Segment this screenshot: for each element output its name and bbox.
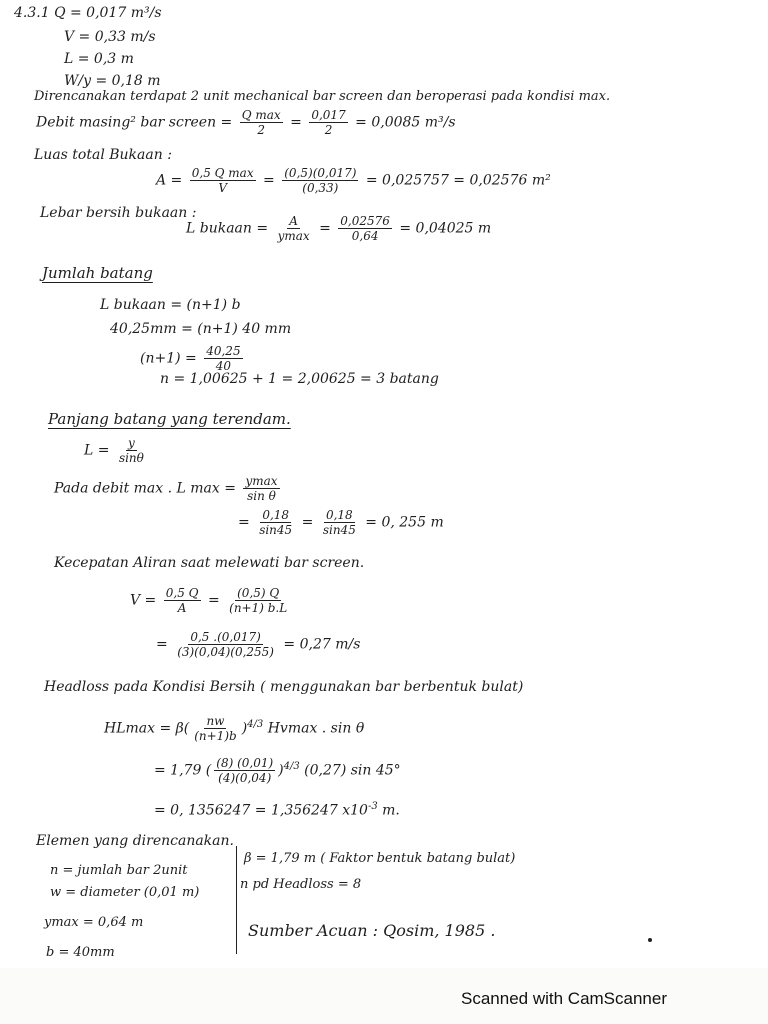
heading-flow-velocity: Kecepatan Aliran saat melewati bar screen. — [54, 555, 365, 571]
bar-count-eq3: (n+1) = $\frac{40,25}{40}$ — [140, 344, 241, 373]
lmax-result: = $\frac{0,18}{\sin 45}$ = $\frac{0,18}{\sin 45}$ = 0, 255 m — [238, 508, 444, 537]
bar-count-eq1: L bukaan = (n+1) b — [100, 297, 241, 313]
heading-bar-count: Jumlah batang — [42, 264, 153, 282]
bar-count-eq2: 40,25mm = (n+1) 40 mm — [110, 321, 292, 337]
headloss-result: = 0, 1356247 = 1,356247 $x10^{-3}$ m. — [154, 801, 400, 819]
note-n-headloss: n pd Headloss = 8 — [240, 877, 362, 892]
element-w: w = diameter (0,01 m) — [50, 885, 200, 900]
heading-planned-elements: Elemen yang direncanakan. — [36, 833, 234, 849]
velocity-formula: V = $\frac{0,5 Q}{A}$ = $\frac{(0,5) Q}{(n+1) b.L}$ — [130, 586, 288, 615]
lmax-formula: Pada debit max . L max = $\frac{ymax}{\text{sin θ}}$ — [54, 474, 278, 503]
note-beta: β = 1,79 m ( Faktor bentuk batang bulat) — [244, 851, 516, 866]
debit-each-screen: Debit masing² bar screen = $\frac{\text{Q max}}{2}$ = $\frac{0,017}{2}$ = 0,0085 m³/s — [36, 108, 456, 137]
heading-submerged-length: Panjang batang yang terendam. — [48, 410, 291, 428]
column-divider — [236, 846, 237, 954]
reference-source: Sumber Acuan : Qosim, 1985 . — [248, 921, 496, 940]
given-q: 4.3.1 Q = 0,017 m³/s — [14, 5, 162, 21]
area-formula: A = $\frac{\text{0,5 Q max}}{V}$ = $\frac{(0,5)(0,017)}{(0,33)}$ = 0,025757 = 0,02576 m² — [156, 166, 551, 195]
element-n: n = jumlah bar 2unit — [50, 863, 188, 878]
velocity-result: = $\frac{0,5 .(0,017)}{(3)(0,04)(0,255)}$ = 0,27 m/s — [156, 630, 361, 659]
bar-count-result: n = 1,00625 + 1 = 2,00625 = 3 batang — [160, 371, 439, 387]
heading-headloss: Headloss pada Kondisi Bersih ( menggunakan bar berbentuk bulat) — [44, 679, 524, 695]
element-b: b = 40mm — [46, 945, 115, 960]
submerged-length-formula: L = $\frac{y}{\sin\theta}$ — [84, 436, 144, 465]
camscanner-watermark: Scanned with CamScanner — [461, 989, 668, 1008]
given-l: L = 0,3 m — [64, 51, 134, 67]
element-ymax: ymax = 0,64 m — [44, 915, 144, 930]
heading-total-opening: Luas total Bukaan : — [34, 147, 172, 163]
clear-width-formula: L bukaan = $\frac{A}{ymax}$ = $\frac{0,02576}{0,64}$ = 0,04025 m — [186, 214, 492, 243]
given-wy: W/y = 0,18 m — [64, 73, 161, 89]
heading-clear-width: Lebar bersih bukaan : — [40, 205, 197, 221]
headloss-formula: HLmax = β( $\frac{nw}{(n+1)b}$ )$^{4/3}$ Hvmax . sin θ — [104, 714, 365, 743]
plan-statement: Direncanakan terdapat 2 unit mechanical bar screen dan beroperasi pada kondisi max. — [34, 89, 611, 104]
ink-dot — [648, 938, 652, 942]
headloss-substitution: = 1,79 ( $\frac{(8) (0,01)}{(4)(0,04)}$ )$^{4/3}$ (0,27) sin 45° — [154, 756, 401, 785]
given-v: V = 0,33 m/s — [64, 29, 156, 45]
